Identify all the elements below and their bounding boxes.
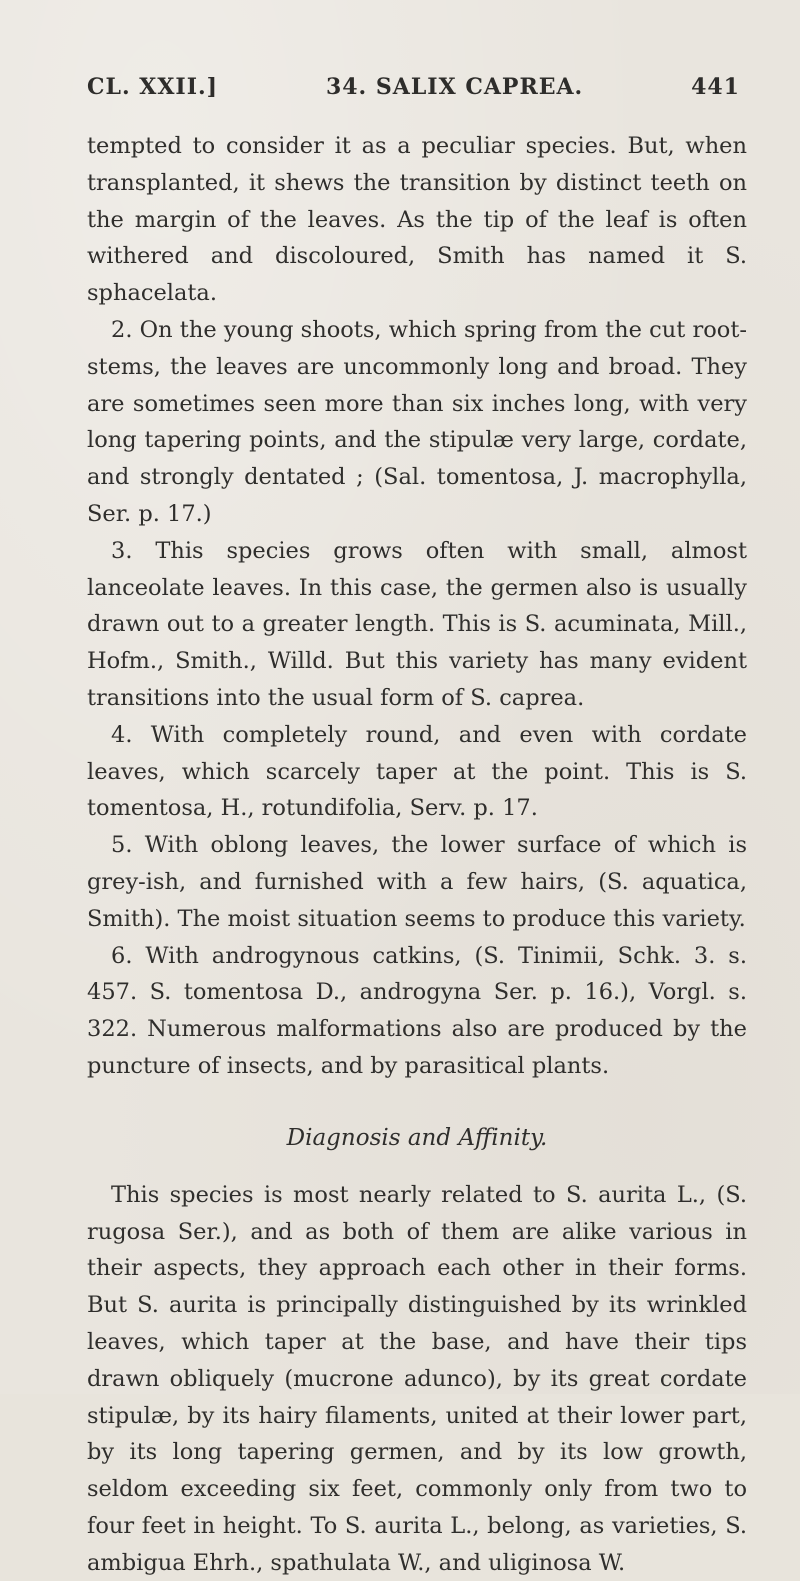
running-header <box>87 74 740 104</box>
section-heading: Diagnosis and Affinity. <box>286 1124 548 1151</box>
paragraph-variety-6: 6. With androgynous catkins, (S. Tinimii, Schk. 3. s. 457. S. tomentosa D., androgyna Ser. p. 16.), Vorgl. s. 322. Numerous malformations also are produced by the puncture of insects, and by parasitical plants. <box>87 942 747 1079</box>
paragraph-variety-5: 5. With oblong leaves, the lower surface of which is grey-ish, and furnished with a few hairs, (S. aquatica, Smith). The moist situation seems to produce this variety. <box>87 832 747 932</box>
body-text <box>87 128 747 1581</box>
paragraph-variety-4: 4. With completely round, and even with cordate leaves, which scarcely taper at the point. This is S. tomentosa, H., rotundifolia, Serv. p. 17. <box>87 721 747 822</box>
paragraph-continued: tempted to consider it as a peculiar species. But, when transplanted, it shews the transition by distinct teeth on the margin of the leaves. As the tip of the leaf is often withered and discoloured, Smith has named it S. sphacelata. <box>87 133 747 307</box>
page-title: 34. SALIX CAPREA. <box>325 74 584 100</box>
page-number: 441 <box>691 74 740 100</box>
paragraph-variety-2: 2. On the young shoots, which spring from the cut root-stems, the leaves are uncommonly long and broad. They are sometimes seen more than six inches long, with very long tapering points, and the stipulæ very large, cordate, and strongly dentated ; (Sal. tomentosa, J. macrophylla, Ser. p. 17.) <box>87 316 747 527</box>
diagnosis-paragraph: This species is most nearly related to S. aurita L., (S. rugosa Ser.), and as both of them are alike various in their aspects, they approach each other in their forms. But S. aurita is principally distinguished by its wrinkled leaves, which taper at the base, and have their tips drawn obliquely (mucrone adunco), by its great cordate stipulæ, by its hairy filaments, united at their lower part, by its long tapering germen, and by its low growth, seldom exceeding six feet, commonly only from two to four feet in height. To S. aurita L., belong, as varieties, S. ambigua Ehrh., spathulata W., and uliginosa W. <box>87 1181 747 1576</box>
chapter-label: CL. XXII.] <box>87 74 219 100</box>
paragraph-variety-3: 3. This species grows often with small, almost lanceolate leaves. In this case, the germen also is usually drawn out to a greater length. This is S. acuminata, Mill., Hofm., Smith., Willd. But this variety has many evident transitions into the usual form of S. caprea. <box>87 537 747 711</box>
